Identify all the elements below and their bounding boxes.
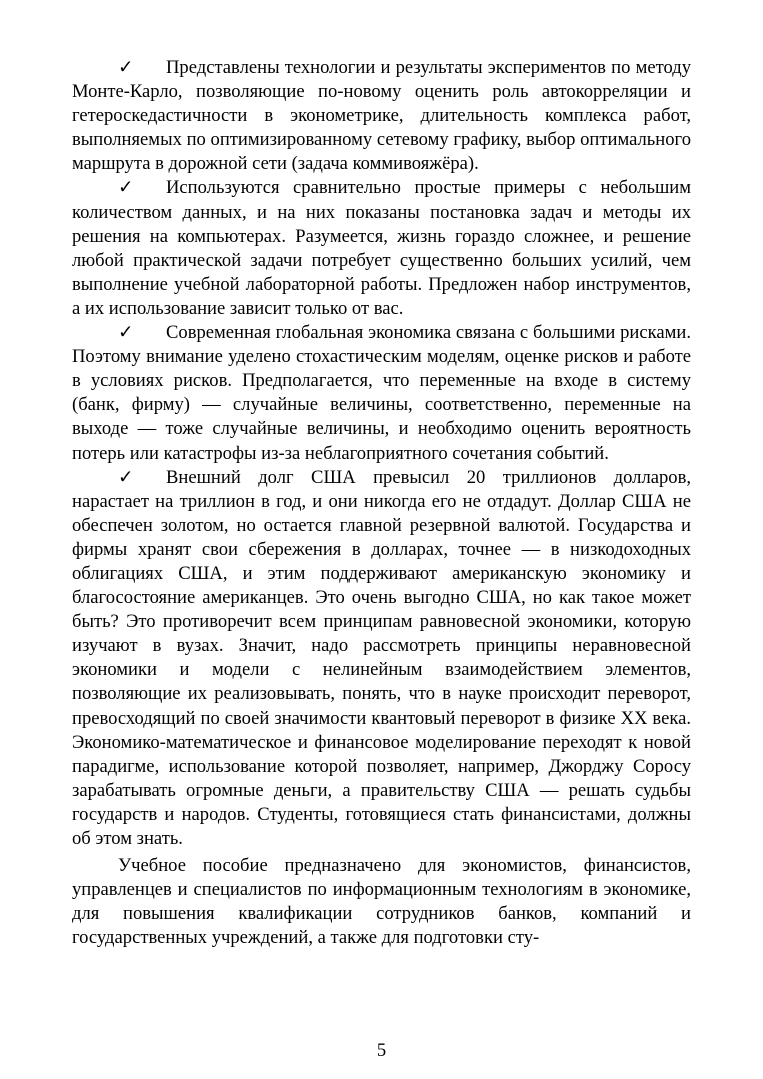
checkmark-icon: ✓ [118,57,134,78]
paragraph-text: Учебное пособие предназначено для экономистов, финансистов, управленцев и специалистов по информационным технологиям в экономике, для повышения квалификации сотрудников банков, компаний и государственных учреждений, а также для подготовки сту- [72,855,691,949]
checkmark-icon: ✓ [118,322,134,344]
paragraph-audience [72,854,691,950]
page-body [72,56,691,950]
paragraph-examples [72,176,691,321]
page-number: 5 [376,1040,387,1061]
paragraph-text: Современная глобальная экономика связана с большими рисками. Поэтому внимание уделено стохастическим моделям, оценке рисков и работе в условиях рисков. Предполагается, что переменные на входе в систему (банк, фирму) — случайные величины, соответственно, переменные на выходе — тоже случайные величины, и необходимо оценить вероятность потерь или катастрофы из-за неблагоприятного сочетания событий. [72,322,691,464]
paragraph-text: Используются сравнительно простые примеры с небольшим количеством данных, и на них показаны постановка задач и методы их решения на компьютерах. Разумеется, жизнь гораздо сложнее, и решение любой практической задачи потребует существенно больших усилий, чем выполнение учебной лабораторной работы. Предложен набор инструментов, а их использование зависит только от вас. [72,177,691,319]
paragraph-text: Представлены технологии и результаты экспериментов по методу Монте-Карло, позволяющие по-новому оценить роль автокорреляции и гетероскедастичности в эконометрике, длительность комплекса работ, выполняемых по оптимизированному сетевому графику, выбор оптимального маршрута в дорожной сети (задача коммивояжёра). [72,57,691,175]
paragraph-us-debt [72,466,691,852]
paragraph-text: Внешний долг США превысил 20 триллионов долларов, нарастает на триллион в год, и они никогда его не отдадут. Доллар США не обеспечен золотом, но остается главной резервной валютой. Государства и фирмы хранят свои сбережения в долларах, точнее — в низкодоходных облигациях США, и этим поддерживают американскую экономику и благосостояние американцев. Это очень выгодно США, но как такое может быть? Это противоречит всем принципам равновесной экономики, которую изучают в вузах. Значит, надо рассмотреть принципы неравновесной экономики и модели с нелинейным взаимодействием элементов, позволяющие их реализовывать, понять, что в науке происходит переворот, превосходящий по своей значимости квантовый переворот в физике XX века. Экономико-математическое и финансовое моделирование переходят к новой парадигме, использование которой позволяет, например, Джорджу Соросу зарабатывать огромные деньги, а правительству США — решать судьбы государств и народов. Студенты, готовящиеся стать финансистами, должны об этом знать. [72,466,691,849]
paragraph-risks [72,321,691,466]
paragraph-monte-carlo [72,56,691,176]
checkmark-icon: ✓ [118,177,134,199]
checkmark-icon: ✓ [118,466,134,488]
